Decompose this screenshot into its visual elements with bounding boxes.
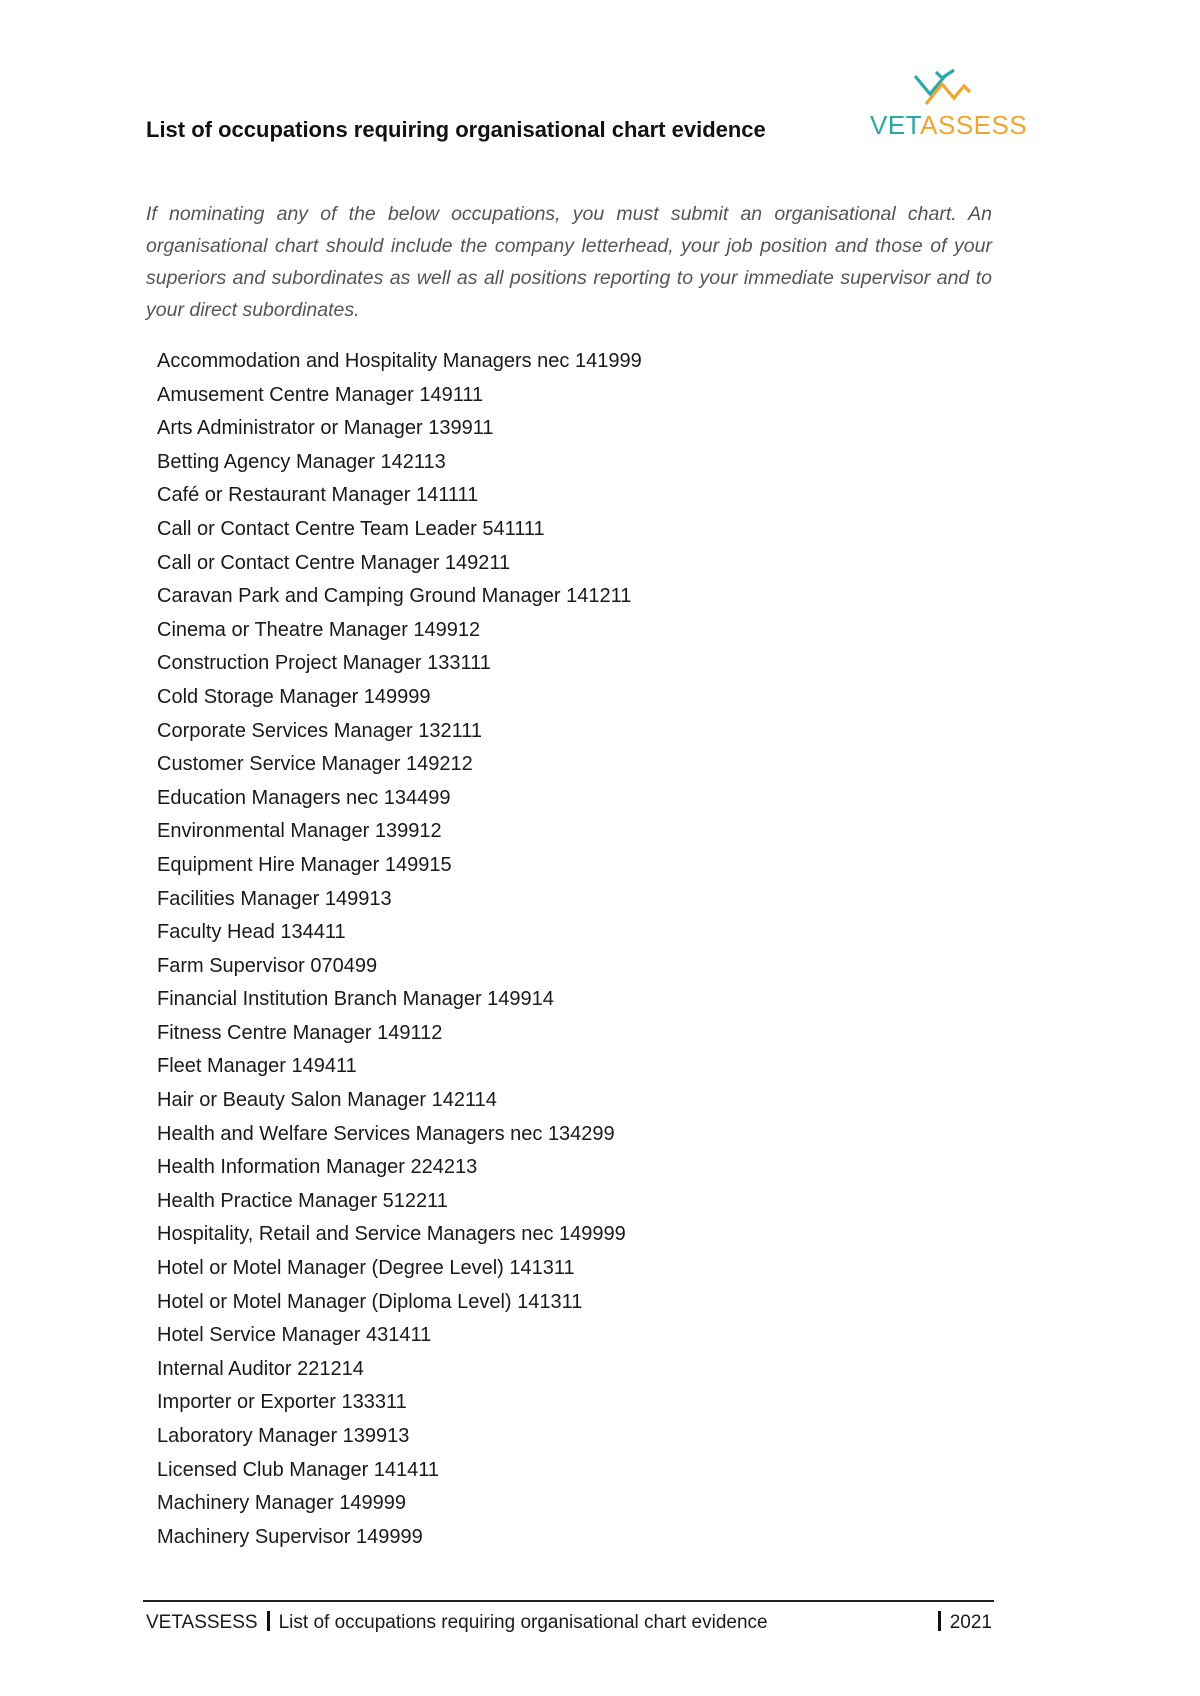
occupation-item: Betting Agency Manager 142113 (157, 450, 446, 473)
vetassess-logo (870, 68, 1028, 148)
footer-org: VETASSESS (146, 1612, 258, 1633)
page-title: List of occupations requiring organisational chart evidence (146, 117, 766, 142)
occupation-item: Machinery Manager 149999 (157, 1492, 407, 1515)
page-footer (146, 1610, 992, 1636)
occupation-item: Fleet Manager 149411 (157, 1055, 357, 1078)
footer-doc-title: List of occupations requiring organisational chart evidence (278, 1612, 768, 1633)
occupation-list (157, 345, 642, 1554)
footer-year-block (929, 1610, 992, 1636)
occupation-item: Importer or Exporter 133311 (157, 1391, 407, 1414)
occupation-item: Caravan Park and Camping Ground Manager 141211 (157, 585, 632, 608)
occupation-item: Accommodation and Hospitality Managers nec 141999 (157, 350, 642, 372)
occupation-item: Financial Institution Branch Manager 149914 (157, 988, 554, 1011)
occupation-item: Cinema or Theatre Manager 149912 (157, 618, 481, 641)
occupation-item: Hotel or Motel Manager (Diploma Level) 141311 (157, 1290, 583, 1313)
occupation-item: Machinery Supervisor 149999 (157, 1525, 423, 1548)
occupation-item: Equipment Hire Manager 149915 (157, 853, 452, 876)
occupation-item: Hotel or Motel Manager (Degree Level) 141311 (157, 1257, 575, 1280)
occupation-item: Health Practice Manager 512211 (157, 1189, 448, 1212)
occupation-item: Café or Restaurant Manager 141111 (157, 484, 479, 507)
occupation-item: Hospitality, Retail and Service Managers nec 149999 (157, 1223, 626, 1246)
occupation-item: Health and Welfare Services Managers nec 134299 (157, 1122, 615, 1145)
occupation-item: Amusement Centre Manager 149111 (157, 383, 484, 406)
occupation-item: Facilities Manager 149913 (157, 887, 392, 910)
occupation-item: Health Information Manager 224213 (157, 1156, 478, 1179)
occupation-item: Education Managers nec 134499 (157, 786, 451, 809)
occupation-item: Corporate Services Manager 132111 (157, 719, 482, 742)
occupation-item: Internal Auditor 221214 (157, 1357, 364, 1380)
chevron-logo-icon (912, 68, 974, 110)
occupation-item: Faculty Head 134411 (157, 921, 346, 944)
occupation-item: Arts Administrator or Manager 139911 (157, 417, 494, 440)
occupation-item: Hair or Beauty Salon Manager 142114 (157, 1089, 497, 1112)
occupation-item: Farm Supervisor 070499 (157, 954, 378, 977)
occupation-item: Licensed Club Manager 141411 (157, 1458, 440, 1481)
occupation-item: Cold Storage Manager 149999 (157, 685, 431, 708)
footer-divider (143, 1600, 994, 1602)
occupation-item: Fitness Centre Manager 149112 (157, 1021, 443, 1044)
occupation-item: Hotel Service Manager 431411 (157, 1324, 432, 1347)
occupation-item: Environmental Manager 139912 (157, 820, 442, 843)
occupation-item: Call or Contact Centre Team Leader 541111 (157, 517, 545, 540)
occupation-item: Customer Service Manager 149212 (157, 753, 473, 776)
logo-wordmark (870, 112, 1027, 138)
footer-separator (267, 1611, 270, 1631)
occupation-item: Construction Project Manager 133111 (157, 652, 491, 675)
intro-paragraph: If nominating any of the below occupations, you must submit an organisational chart. An organisational chart should include the company letterhead, your job position and those of your superiors and subordinates as well as all positions reporting to your immediate supervisor and to your direct subordinates. (146, 203, 992, 321)
occupation-item: Call or Contact Centre Manager 149211 (157, 551, 511, 574)
footer-year: 2021 (949, 1612, 992, 1633)
footer-separator (938, 1611, 941, 1631)
occupation-item: Laboratory Manager 139913 (157, 1425, 410, 1447)
logo-wordmark-vet: VET (870, 110, 921, 140)
logo-wordmark-assess: ASSESS (920, 110, 1028, 140)
